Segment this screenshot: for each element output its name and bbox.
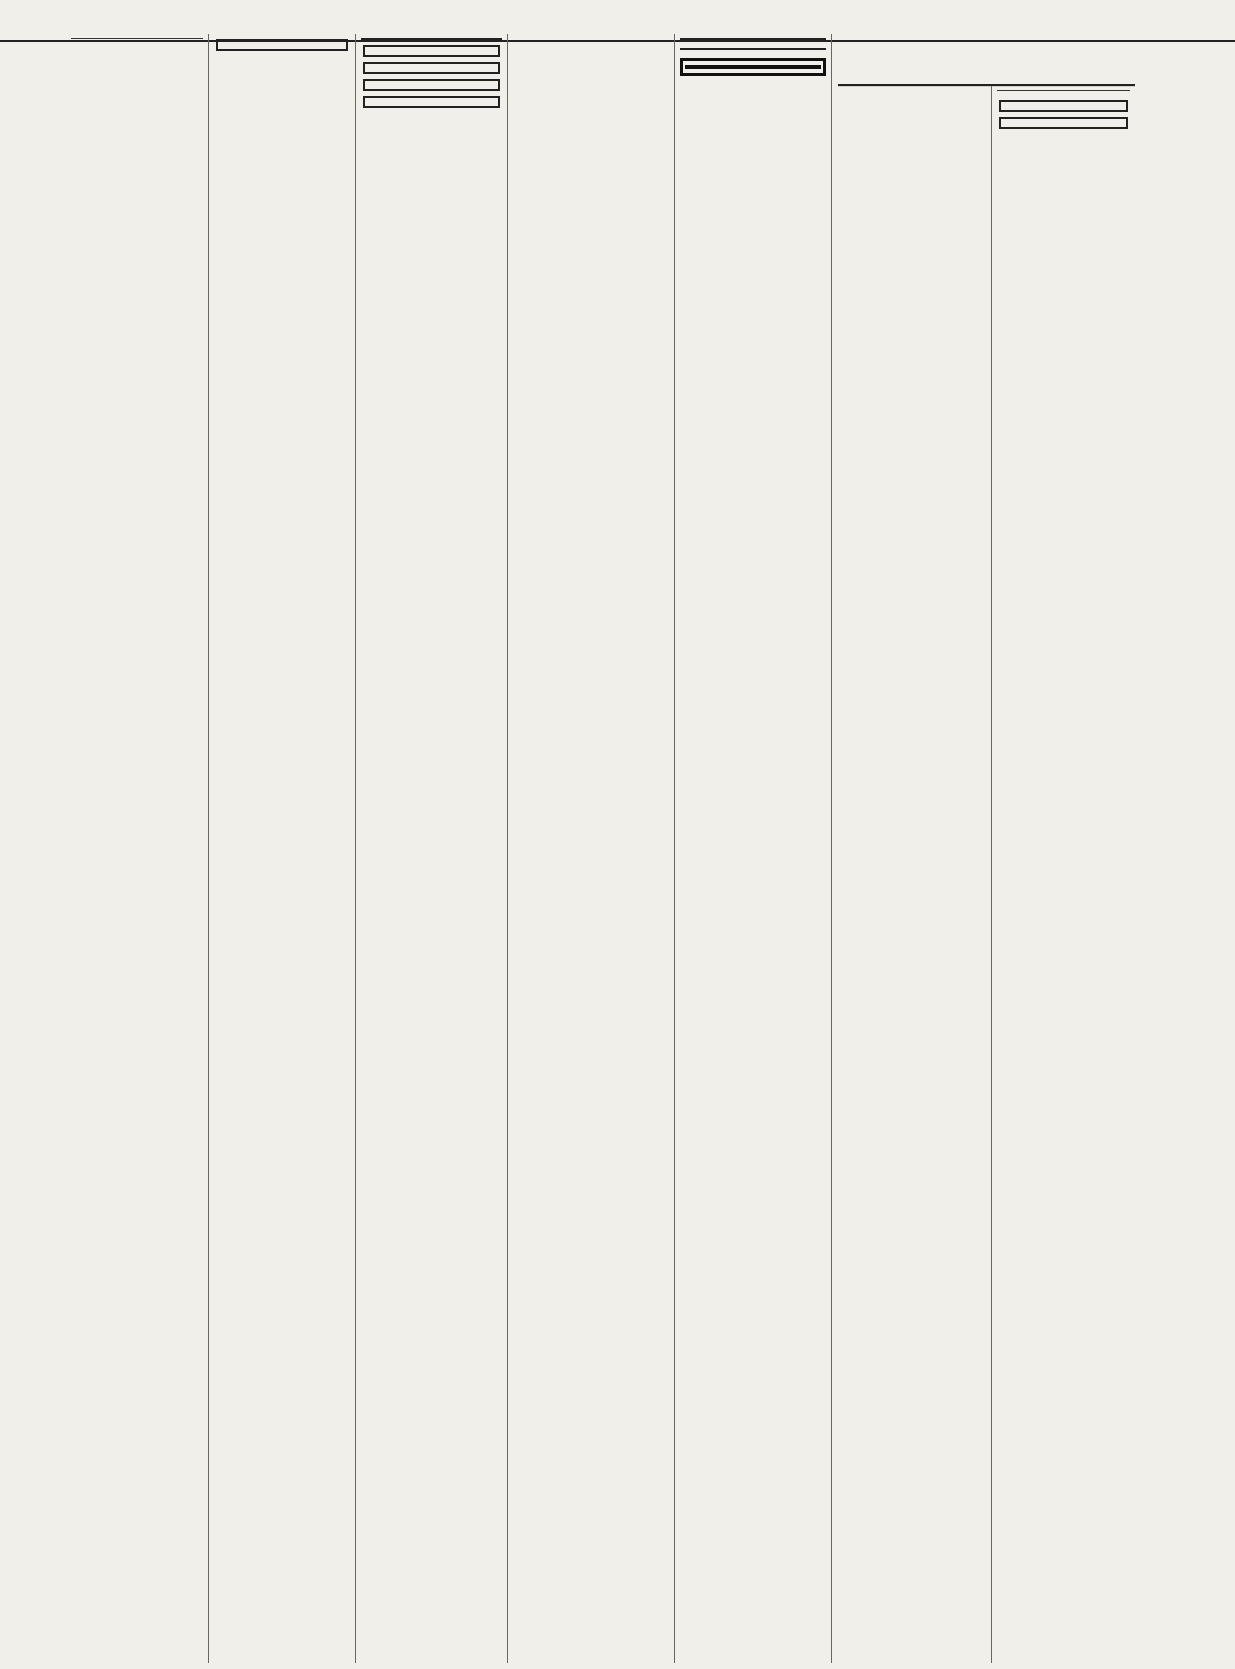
column-6 (832, 86, 992, 1663)
divider (680, 38, 826, 40)
advert-installacoes (363, 45, 500, 57)
column-3 (356, 34, 508, 1663)
divider (71, 38, 203, 39)
column-4 (508, 34, 675, 1663)
divider (361, 38, 502, 40)
column-1 (66, 34, 209, 1663)
advert-pomada-russel (363, 62, 500, 74)
advert-sodex (680, 58, 826, 76)
advert-rego (999, 117, 1128, 129)
ultima-hora-banner (838, 28, 1135, 86)
divider (680, 48, 826, 50)
column-5 (675, 34, 832, 1663)
divider (997, 90, 1130, 91)
advert-collares (363, 96, 500, 108)
advert-slogan (685, 65, 821, 69)
column-2 (209, 34, 356, 1663)
advert-isaurolina (999, 100, 1128, 112)
column-7 (992, 86, 1135, 1663)
advert-agua-curia (216, 39, 348, 51)
advert-acidos-uricos (363, 79, 500, 91)
